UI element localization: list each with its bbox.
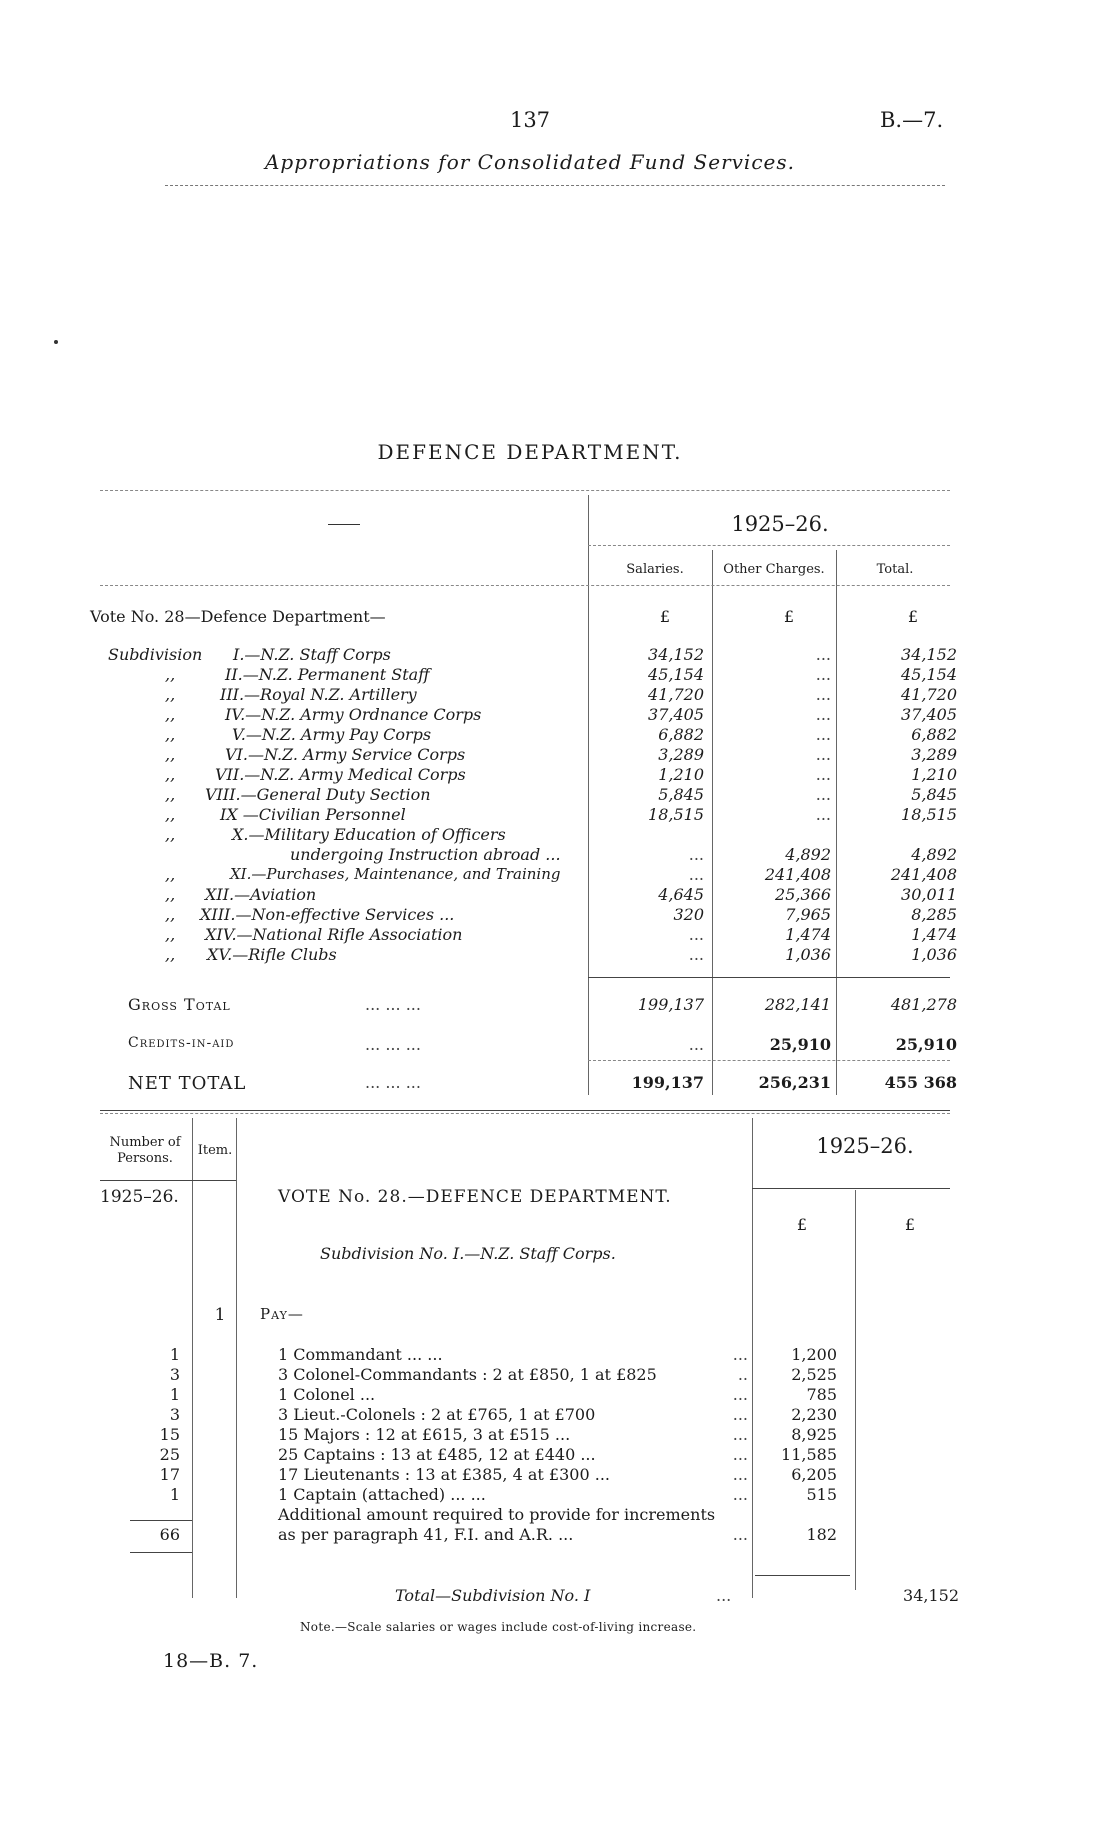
summary-row: [0, 825, 1114, 845]
net-total-label: NET TOTAL: [128, 1073, 247, 1094]
row-prefix: ,,: [165, 805, 176, 824]
row-total: 18,515: [901, 805, 957, 824]
row-total: 8,285: [911, 905, 957, 924]
row-other: ...: [815, 725, 831, 744]
summary-year-heading: 1925–26.: [731, 512, 829, 536]
pay-description: Additional amount required to provide for increments: [278, 1505, 716, 1524]
row-prefix: ,,: [165, 825, 176, 844]
pay-description: 17 Lieutenants : 13 at £385, 4 at £300 ...: [278, 1465, 610, 1484]
currency-symbol: £: [796, 1215, 808, 1234]
pay-row: [0, 1385, 1114, 1405]
row-other: 241,408: [764, 865, 831, 884]
row-label: undergoing Instruction abroad ...: [290, 845, 561, 864]
leader-dots: ...: [732, 1425, 748, 1444]
row-other: ...: [815, 745, 831, 764]
persons-count: 15: [159, 1425, 180, 1444]
row-salaries: 6,882: [658, 725, 704, 744]
net-total-other: 256,231: [758, 1073, 831, 1092]
year-underline: [588, 545, 950, 546]
pay-amount: 8,925: [791, 1425, 837, 1444]
row-label: IX —Civilian Personnel: [220, 805, 406, 824]
pay-amount: 11,585: [781, 1445, 837, 1464]
detail-header-rule: [100, 1180, 192, 1181]
pay-row: [0, 1345, 1114, 1365]
row-label: VII.—N.Z. Army Medical Corps: [215, 765, 466, 784]
vote-label: Vote No. 28—Defence Department—: [90, 607, 386, 626]
row-other: ...: [815, 705, 831, 724]
summary-row: [0, 805, 1114, 825]
pay-row: [0, 1485, 1114, 1505]
row-prefix: ,,: [165, 865, 176, 884]
leader-dots: ...: [732, 1465, 748, 1484]
gross-total-salaries: 199,137: [637, 995, 704, 1014]
header-bottom-rule: [100, 585, 950, 586]
row-prefix: ,,: [165, 665, 176, 684]
row-label: I.—N.Z. Staff Corps: [233, 645, 391, 664]
pay-row: [0, 1465, 1114, 1485]
row-other: 1,474: [785, 925, 831, 944]
row-salaries: 41,720: [648, 685, 704, 704]
row-prefix: ,,: [165, 945, 176, 964]
pay-row: [0, 1425, 1114, 1445]
row-prefix: ,,: [165, 745, 176, 764]
document-reference: B.—7.: [880, 108, 944, 132]
row-other: ...: [815, 805, 831, 824]
summary-row: [0, 745, 1114, 765]
row-other: 7,965: [785, 905, 831, 924]
summary-row: [0, 905, 1114, 925]
row-total: 41,720: [901, 685, 957, 704]
pay-description: as per paragraph 41, F.I. and A.R. ...: [278, 1525, 574, 1544]
pay-amount: 2,230: [791, 1405, 837, 1424]
row-label: X.—Military Education of Officers: [232, 825, 506, 844]
row-label: XI.—Purchases, Maintenance, and Training: [230, 865, 561, 883]
credits-in-aid-row: [0, 1035, 1114, 1059]
pay-label: Pay—: [260, 1305, 304, 1323]
item-number: 1: [214, 1305, 226, 1325]
detail-year-left: 1925–26.: [100, 1187, 179, 1207]
row-prefix: ,,: [165, 685, 176, 704]
row-other: 4,892: [785, 845, 831, 864]
net-total-total: 455 368: [884, 1073, 957, 1092]
persons-count: 17: [159, 1465, 180, 1484]
gross-total-row: [0, 995, 1114, 1019]
page-footer: 18—B. 7.: [163, 1650, 259, 1672]
col-salaries-header: Salaries.: [626, 562, 684, 577]
pay-description: 3 Colonel-Commandants : 2 at £850, 1 at £825: [278, 1365, 657, 1384]
subdivision-total-amount: 34,152: [903, 1586, 959, 1605]
row-salaries: 37,405: [648, 705, 704, 724]
row-total: 241,408: [890, 865, 957, 884]
persons-rule: [130, 1520, 192, 1521]
row-salaries: 320: [673, 905, 704, 924]
row-label: V.—N.Z. Army Pay Corps: [232, 725, 432, 744]
summary-row: [0, 785, 1114, 805]
summary-row: [0, 925, 1114, 945]
pay-row: [0, 1525, 1114, 1545]
pay-amount: 785: [806, 1385, 837, 1404]
pay-description: 1 Commandant ... ...: [278, 1345, 443, 1364]
leader-dots: ...: [732, 1445, 748, 1464]
persons-count: 66: [159, 1525, 180, 1544]
summary-row: [0, 845, 1114, 865]
currency-symbol: £: [907, 607, 919, 626]
row-total: 34,152: [901, 645, 957, 664]
col-number-of-persons: Number of Persons.: [109, 1135, 181, 1166]
gross-total-label: Gross Total: [128, 995, 231, 1014]
net-total-row: [0, 1073, 1114, 1097]
row-total: 6,882: [911, 725, 957, 744]
persons-count: 3: [169, 1405, 180, 1424]
row-label: II.—N.Z. Permanent Staff: [225, 665, 430, 684]
row-label: XII.—Aviation: [205, 885, 317, 904]
persons-total-rule: [130, 1552, 192, 1553]
section-rule: [100, 1110, 950, 1111]
leader-dots: ... ... ...: [365, 995, 421, 1014]
currency-symbol: £: [904, 1215, 916, 1234]
pay-row: [0, 1445, 1114, 1465]
persons-count: 1: [169, 1385, 180, 1404]
row-prefix: ,,: [165, 765, 176, 784]
summary-row: [0, 945, 1114, 965]
summary-row: [0, 705, 1114, 725]
pay-amount: 2,525: [791, 1365, 837, 1384]
row-salaries: 5,845: [658, 785, 704, 804]
row-salaries: 4,645: [658, 885, 704, 904]
row-other: ...: [815, 645, 831, 664]
leader-dots: ...: [732, 1385, 748, 1404]
summary-top-rule: [100, 490, 950, 491]
summary-row: [0, 865, 1114, 885]
running-title: Appropriations for Consolidated Fund Services.: [264, 150, 795, 174]
row-other: ...: [815, 665, 831, 684]
leader-dots: ... ... ...: [365, 1073, 421, 1092]
row-label: IV.—N.Z. Army Ordnance Corps: [225, 705, 482, 724]
row-salaries: 34,152: [648, 645, 704, 664]
credits-total: 25,910: [895, 1035, 957, 1054]
summary-row: [0, 665, 1114, 685]
row-total: 37,405: [901, 705, 957, 724]
pay-row: [0, 1405, 1114, 1425]
leader-dots: ...: [732, 1345, 748, 1364]
row-total: 1,036: [911, 945, 957, 964]
detail-header-rule: [752, 1188, 950, 1189]
col-total-header: Total.: [876, 562, 914, 577]
row-salaries: 45,154: [648, 665, 704, 684]
row-salaries: ...: [688, 925, 704, 944]
leader-dots: ...: [732, 1405, 748, 1424]
gross-total-total: 481,278: [890, 995, 957, 1014]
pay-row: [0, 1505, 1114, 1525]
footnote: Note.—Scale salaries or wages include cost-of-living increase.: [300, 1620, 697, 1634]
summary-row: [0, 685, 1114, 705]
row-total: 1,210: [911, 765, 957, 784]
subdivision-total-label: Total—Subdivision No. I: [395, 1586, 591, 1605]
row-prefix: ,,: [165, 725, 176, 744]
gross-total-other: 282,141: [764, 995, 831, 1014]
row-prefix: ,,: [165, 785, 176, 804]
pay-description: 3 Lieut.-Colonels : 2 at £765, 1 at £700: [278, 1405, 596, 1424]
row-label: XV.—Rifle Clubs: [207, 945, 337, 964]
department-title: DEFENCE DEPARTMENT.: [377, 440, 683, 464]
header-rule: [165, 185, 945, 186]
row-label: XIII.—Non-effective Services ...: [200, 905, 455, 924]
row-other: ...: [815, 685, 831, 704]
summary-row: [0, 765, 1114, 785]
detail-header-rule: [192, 1180, 236, 1181]
row-salaries: 18,515: [648, 805, 704, 824]
row-label: VIII.—General Duty Section: [205, 785, 431, 804]
row-total: 45,154: [901, 665, 957, 684]
row-prefix: ,,: [165, 925, 176, 944]
credits-other: 25,910: [769, 1035, 831, 1054]
row-label: VI.—N.Z. Army Service Corps: [225, 745, 466, 764]
summary-dash: [328, 524, 360, 525]
page-number: 137: [509, 108, 551, 132]
net-rule: [588, 1060, 950, 1061]
leader-dots: ...: [732, 1525, 748, 1544]
row-label: III.—Royal N.Z. Artillery: [220, 685, 417, 704]
pay-amount: 6,205: [791, 1465, 837, 1484]
row-total: 1,474: [911, 925, 957, 944]
pay-row: [0, 1365, 1114, 1385]
row-prefix: ,,: [165, 885, 176, 904]
row-salaries: ...: [688, 845, 704, 864]
leader-dots: ..: [737, 1365, 748, 1384]
row-prefix: ,,: [165, 705, 176, 724]
persons-count: 1: [169, 1345, 180, 1364]
row-total: 30,011: [901, 885, 957, 904]
row-salaries: ...: [688, 865, 704, 884]
row-other: 25,366: [775, 885, 831, 904]
row-total: 5,845: [911, 785, 957, 804]
pay-description: 15 Majors : 12 at £615, 3 at £515 ...: [278, 1425, 571, 1444]
row-total: 3,289: [911, 745, 957, 764]
row-other: ...: [815, 765, 831, 784]
row-other: 1,036: [785, 945, 831, 964]
leader-dots: ...: [732, 1485, 748, 1504]
amount-total-rule: [755, 1575, 850, 1576]
row-label: XIV.—National Rifle Association: [205, 925, 463, 944]
summary-row: [0, 885, 1114, 905]
col-item: Item.: [197, 1143, 233, 1158]
subdivision-title: Subdivision No. I.—N.Z. Staff Corps.: [320, 1244, 616, 1263]
row-salaries: ...: [688, 945, 704, 964]
row-prefix: ,,: [165, 905, 176, 924]
credits-in-aid-label: Credits-in-aid: [128, 1035, 235, 1051]
currency-symbol: £: [659, 607, 671, 626]
credits-salaries: ...: [688, 1035, 704, 1054]
pay-description: 1 Captain (attached) ... ...: [278, 1485, 486, 1504]
leader-dots: ... ... ...: [365, 1035, 421, 1054]
persons-count: 25: [159, 1445, 180, 1464]
row-total: 4,892: [911, 845, 957, 864]
pay-description: 1 Colonel ...: [278, 1385, 376, 1404]
leader-dots: ...: [716, 1586, 732, 1605]
currency-symbol: £: [783, 607, 795, 626]
section-rule: [100, 1113, 950, 1114]
pay-amount: 1,200: [791, 1345, 837, 1364]
persons-count: 1: [169, 1485, 180, 1504]
subtotal-rule: [588, 977, 950, 978]
summary-row: [0, 645, 1114, 665]
pay-amount: 515: [806, 1485, 837, 1504]
row-salaries: 3,289: [658, 745, 704, 764]
row-other: ...: [815, 785, 831, 804]
col-other-charges-header: Other Charges.: [723, 562, 825, 577]
net-total-salaries: 199,137: [631, 1073, 704, 1092]
row-salaries: 1,210: [658, 765, 704, 784]
summary-row: [0, 725, 1114, 745]
pay-description: 25 Captains : 13 at £485, 12 at £440 ...: [278, 1445, 596, 1464]
vote-title: VOTE No. 28.—DEFENCE DEPARTMENT.: [278, 1187, 672, 1207]
row-prefix: Subdivision: [108, 645, 203, 664]
detail-year-heading: 1925–26.: [816, 1134, 914, 1158]
stray-mark: [54, 340, 58, 344]
pay-amount: 182: [806, 1525, 837, 1544]
persons-count: 3: [169, 1365, 180, 1384]
